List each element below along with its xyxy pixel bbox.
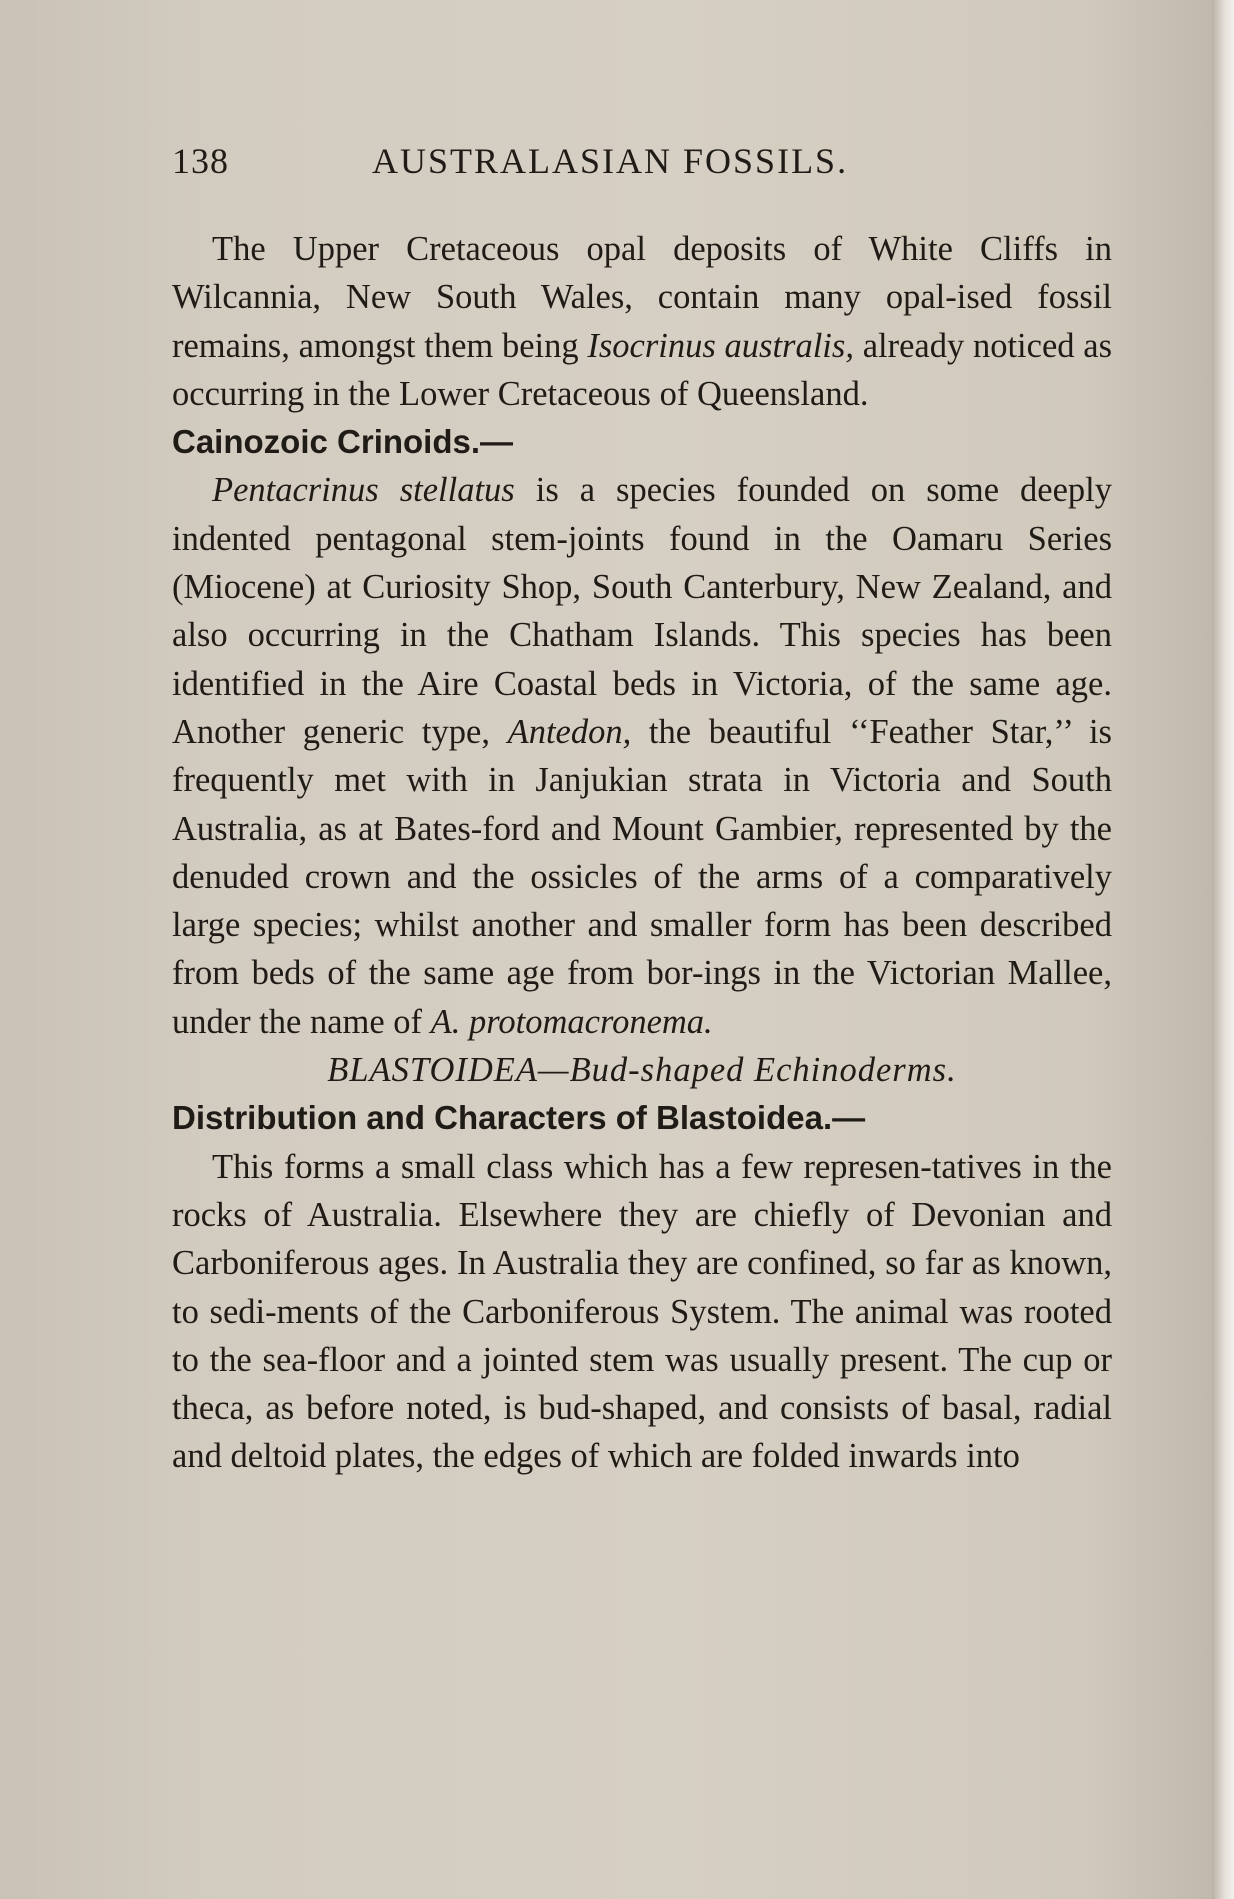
page-body	[172, 225, 1112, 1481]
heading-distribution-characters: Distribution and Characters of Blastoidea.—	[172, 1099, 866, 1137]
page-edge	[1212, 0, 1234, 1899]
species-name: Isocrinus australis,	[587, 326, 854, 365]
page-header	[172, 140, 1112, 184]
species-name: Pentacrinus stellatus	[212, 471, 515, 510]
paragraph-blastoidea: This forms a small class which has a few represen-tatives in the rocks of Australia. Elsewhere they are chiefly of Devonian and Carboniferous ages. In Australia they are confined, so far as known, to sedi-ments of the Carboniferous System. The animal was rooted to the sea-floor and a jointed stem was usually present. The cup or theca, as before noted, is bud-shaped, and consists of basal, radial and deltoid plates, the edges of which are folded inwards into	[172, 1147, 1112, 1476]
species-name: A. protomacronema.	[430, 1002, 713, 1041]
text-run: is a species founded on some deeply indented pentagonal stem-joints found in the Oamaru Series (Miocene) at Curiosity Shop, South Canterbury, New Zealand, and also occurring in the Chatham Islands. This species has been identified in the Aire Coastal beds in Victoria, of the same age. Another generic type,	[172, 471, 1112, 751]
running-title: AUSTRALASIAN FOSSILS.	[372, 141, 849, 181]
text-run: the beautiful ‘‘Feather Star,’’ is frequently met with in Janjukian strata in Victoria and South Australia, as at Bates-ford and Mount Gambier, represented by the denuded crown and the ossicles of the arms of a comparatively large species; whilst another and smaller form has been described from beds of the same age from bor-ings in the Victorian Mallee, under the name of	[172, 712, 1112, 1041]
page-number: 138	[172, 141, 229, 181]
paragraph-pentacrinus	[172, 466, 1112, 1046]
text-run: The Upper Cretaceous opal deposits of White Cliffs in Wilcannia, New South Wales, contain many opal-ised fossil remains, amongst them being	[172, 230, 1112, 365]
genus-name: Antedon,	[507, 712, 632, 751]
section-title-blastoidea: BLASTOIDEA—Bud-shaped Echinoderms.	[327, 1051, 957, 1090]
paragraph-opal-deposits	[172, 225, 1112, 418]
text-run: already noticed as occurring in the Lower Cretaceous of Queensland.	[172, 326, 1112, 413]
heading-cainozoic-crinoids: Cainozoic Crinoids.—	[172, 423, 514, 461]
